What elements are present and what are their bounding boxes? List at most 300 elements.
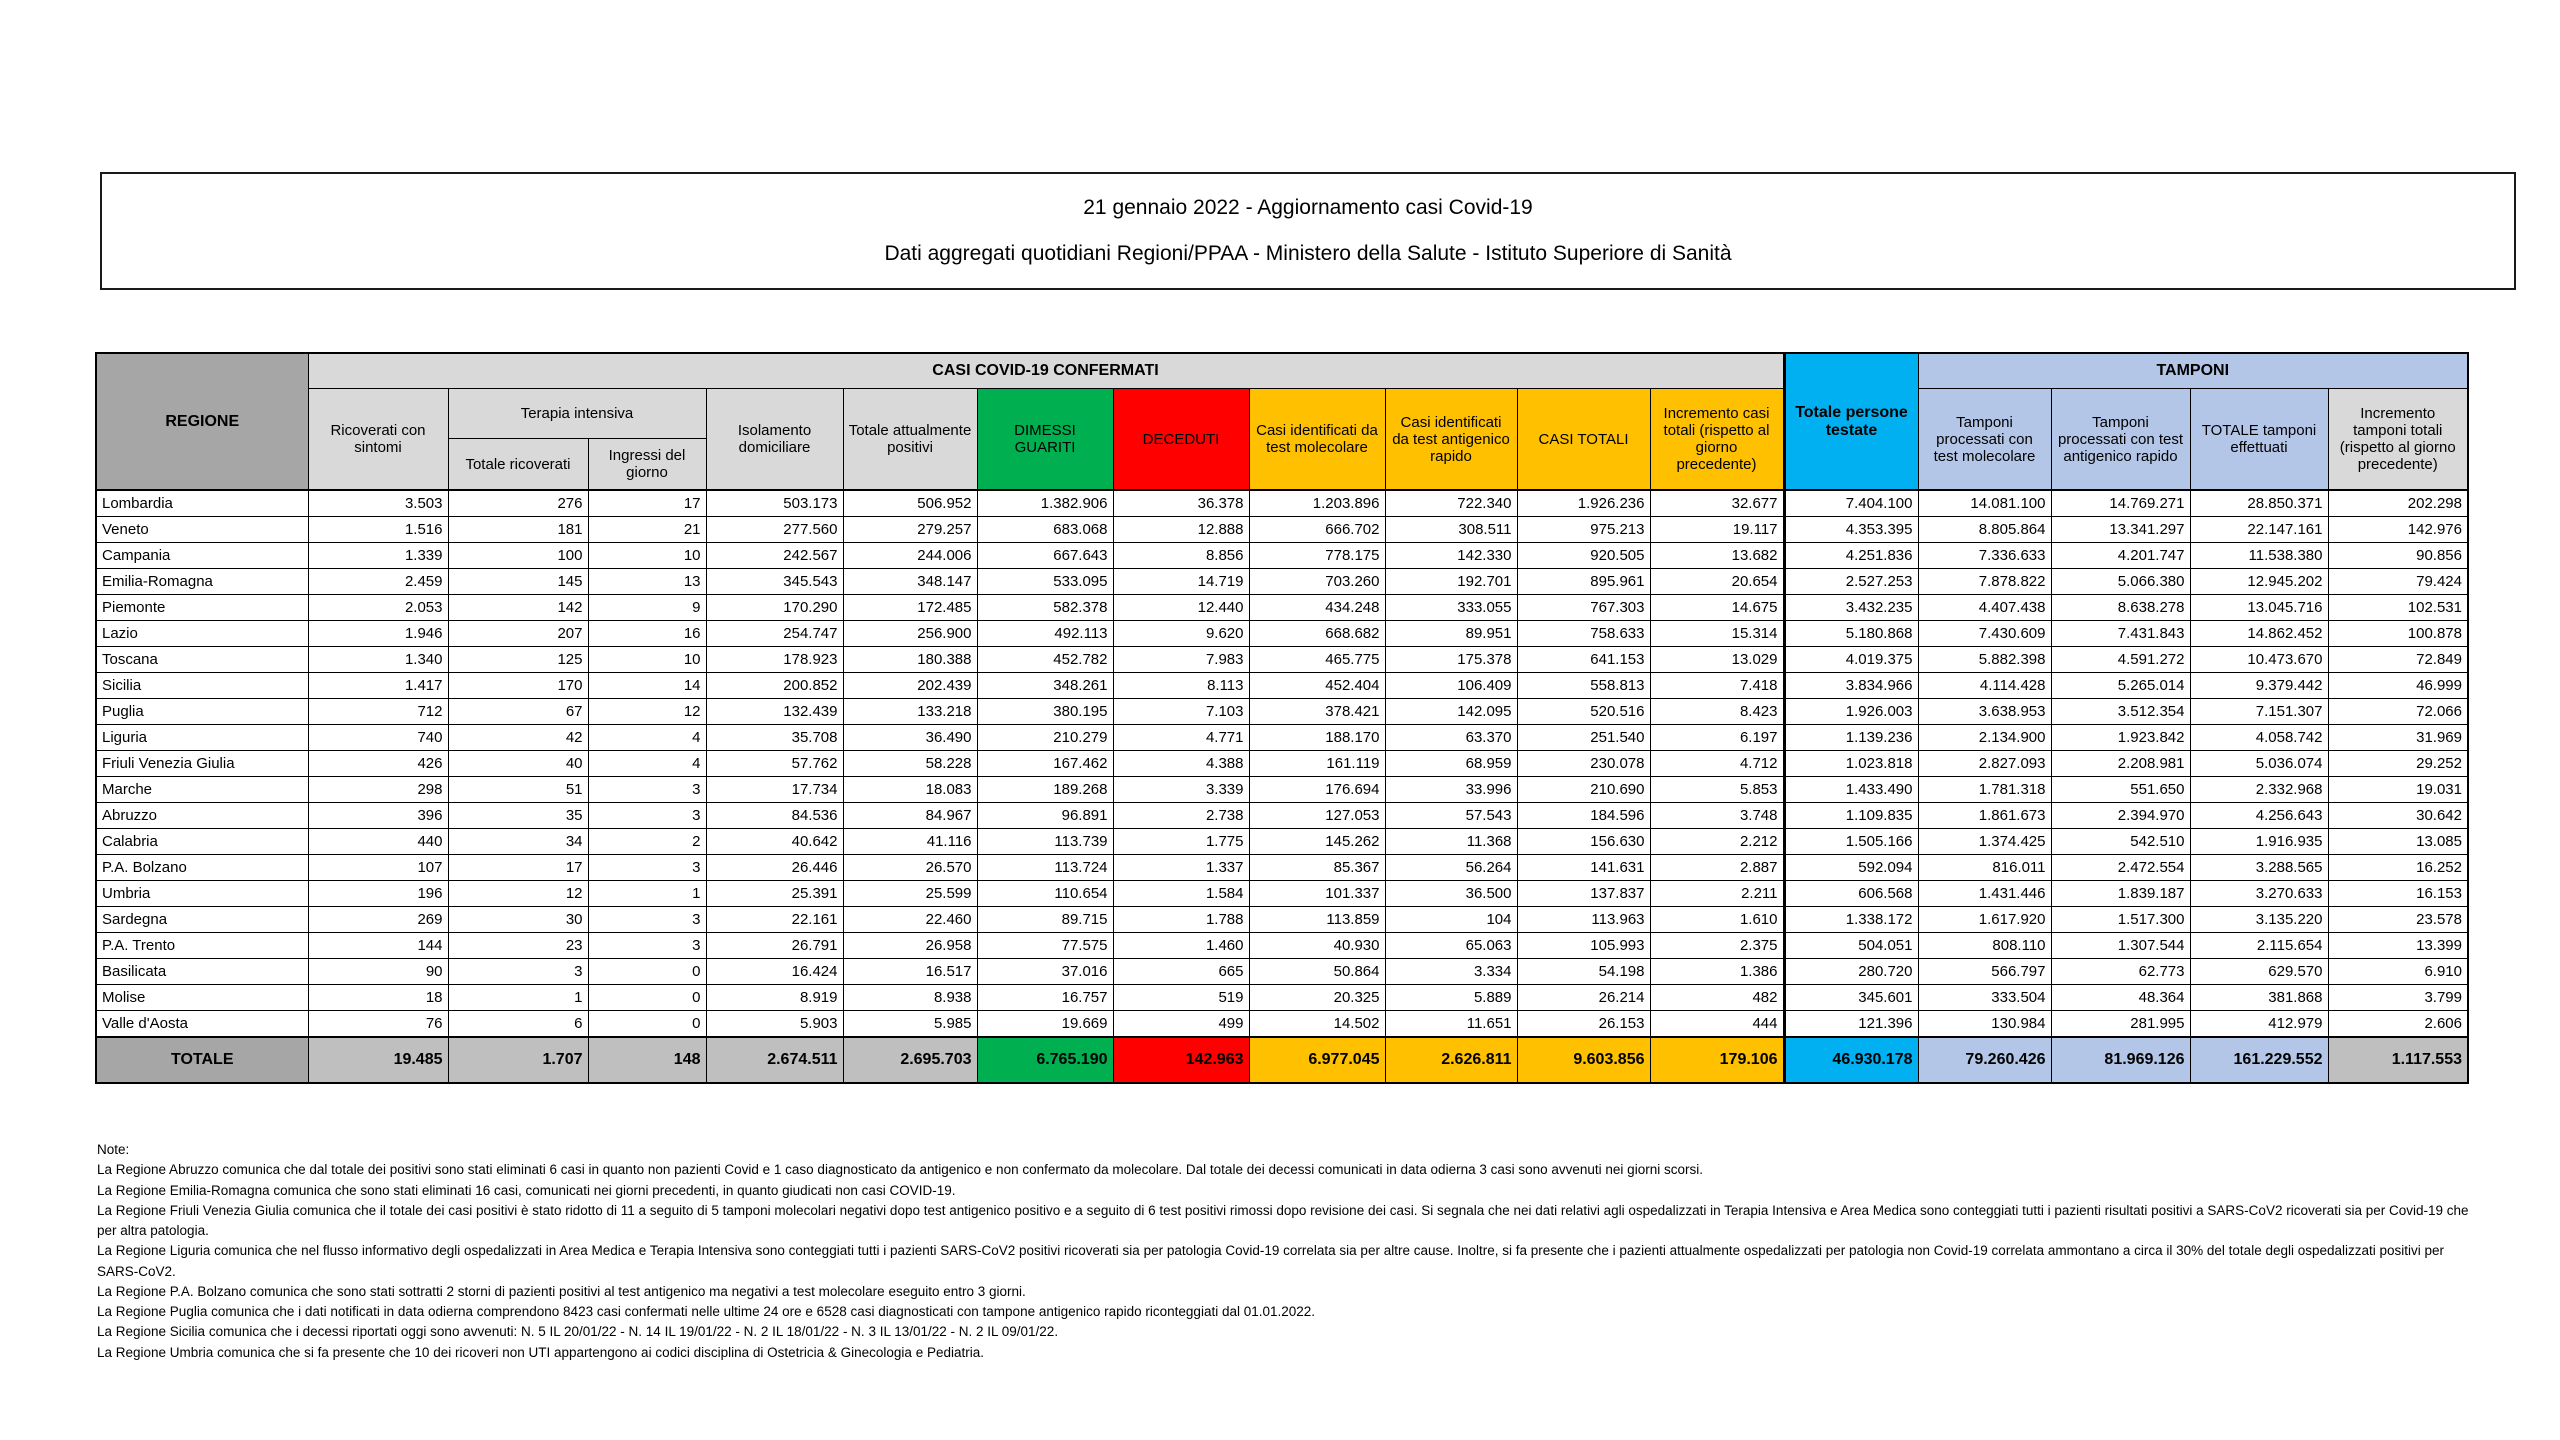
value-cell: 1.431.446 — [1918, 881, 2051, 907]
value-cell: 3.432.235 — [1784, 595, 1918, 621]
value-cell: 17.734 — [706, 777, 843, 803]
value-cell: 57.762 — [706, 751, 843, 777]
value-cell: 503.173 — [706, 490, 843, 517]
value-cell: 7.983 — [1113, 647, 1249, 673]
value-cell: 504.051 — [1784, 933, 1918, 959]
header-isolamento-domiciliare: Isolamento domiciliare — [706, 389, 843, 491]
value-cell: 5.066.380 — [2051, 569, 2190, 595]
value-cell: 67 — [448, 699, 588, 725]
totale-value: 1.117.553 — [2328, 1037, 2468, 1083]
value-cell: 767.303 — [1517, 595, 1650, 621]
value-cell: 26.446 — [706, 855, 843, 881]
value-cell: 14.719 — [1113, 569, 1249, 595]
note-item: La Regione Puglia comunica che i dati notificati in data odierna comprendono 8423 casi confermati nelle ultime 24 ore e 6528 casi diagnosticati con tampone antigenico rapido riconteggiati dal 01.01.2022. — [97, 1304, 1316, 1319]
totale-value: 1.707 — [448, 1037, 588, 1083]
note-item: La Regione Liguria comunica che nel flusso informativo degli ospedalizzati in Area Medica e Terapia Intensiva sono conteggiati tutti i pazienti SARS-CoV2 positivi ricoverati sia per patologia Covid-19 correlata sia per altre cause. Inoltre, si fa presente che i pazienti attualmente ospedalizzati per patologia non Covid-19 correlata ammontano a circa il 30% del totale degli ospedalizzati positivi per SARS-CoV2. — [97, 1243, 2445, 1279]
value-cell: 12.945.202 — [2190, 569, 2328, 595]
value-cell: 5.882.398 — [1918, 647, 2051, 673]
value-cell: 4.388 — [1113, 751, 1249, 777]
value-cell: 210.279 — [977, 725, 1113, 751]
value-cell: 3 — [588, 855, 706, 881]
value-cell: 7.103 — [1113, 699, 1249, 725]
value-cell: 566.797 — [1918, 959, 2051, 985]
value-cell: 254.747 — [706, 621, 843, 647]
table-row — [96, 517, 2468, 543]
value-cell: 202.439 — [843, 673, 977, 699]
value-cell: 452.782 — [977, 647, 1113, 673]
value-cell: 683.068 — [977, 517, 1113, 543]
value-cell: 4.201.747 — [2051, 543, 2190, 569]
value-cell: 144 — [308, 933, 448, 959]
region-name: Friuli Venezia Giulia — [96, 751, 308, 777]
value-cell: 778.175 — [1249, 543, 1385, 569]
value-cell: 3.270.633 — [2190, 881, 2328, 907]
header-totale-ricoverati: Totale ricoverati — [448, 439, 588, 490]
note-item: La Regione P.A. Bolzano comunica che sono stati sottratti 2 storni di pazienti positivi al test antigenico ma negativi a test molecolare eseguito entro 3 giorni. — [97, 1283, 1026, 1299]
value-cell: 145 — [448, 569, 588, 595]
value-cell: 56.264 — [1385, 855, 1517, 881]
value-cell: 1.584 — [1113, 881, 1249, 907]
value-cell: 23.578 — [2328, 907, 2468, 933]
region-name: Lombardia — [96, 490, 308, 517]
value-cell: 180.388 — [843, 647, 977, 673]
value-cell: 8.113 — [1113, 673, 1249, 699]
value-cell: 758.633 — [1517, 621, 1650, 647]
value-cell: 2.134.900 — [1918, 725, 2051, 751]
value-cell: 1.916.935 — [2190, 829, 2328, 855]
totale-value: 161.229.552 — [2190, 1037, 2328, 1083]
value-cell: 62.773 — [2051, 959, 2190, 985]
totale-value: 148 — [588, 1037, 706, 1083]
value-cell: 23 — [448, 933, 588, 959]
value-cell: 7.418 — [1650, 673, 1784, 699]
value-cell: 30 — [448, 907, 588, 933]
value-cell: 48.364 — [2051, 985, 2190, 1011]
value-cell: 37.016 — [977, 959, 1113, 985]
value-cell: 230.078 — [1517, 751, 1650, 777]
value-cell: 1.203.896 — [1249, 490, 1385, 517]
value-cell: 2.211 — [1650, 881, 1784, 907]
value-cell: 0 — [588, 985, 706, 1011]
value-cell: 281.995 — [2051, 1011, 2190, 1038]
value-cell: 1.923.842 — [2051, 725, 2190, 751]
value-cell: 22.161 — [706, 907, 843, 933]
value-cell: 65.063 — [1385, 933, 1517, 959]
value-cell: 629.570 — [2190, 959, 2328, 985]
value-cell: 4 — [588, 725, 706, 751]
region-name: Toscana — [96, 647, 308, 673]
value-cell: 5.889 — [1385, 985, 1517, 1011]
value-cell: 269 — [308, 907, 448, 933]
table-row — [96, 985, 2468, 1011]
note-item: La Regione Friuli Venezia Giulia comunica che il totale dei casi positivi è stato ridotto di 11 a seguito di 5 tamponi molecolari negativi dopo test antigenico positivo e a seguito di 6 test positivi rimossi dopo revisione dei casi. Si segnala che nei dati relativi agli ospedalizzati in Terapia Intensiva e Area Medica sono conteggiati tutti i pazienti risultati positivi a SARS-CoV2 ricoverati sia per Covid-19 che per altra patologia. — [97, 1202, 2469, 1238]
value-cell: 4.058.742 — [2190, 725, 2328, 751]
value-cell: 3.334 — [1385, 959, 1517, 985]
value-cell: 210.690 — [1517, 777, 1650, 803]
value-cell: 106.409 — [1385, 673, 1517, 699]
header-deceduti: DECEDUTI — [1113, 389, 1249, 491]
value-cell: 975.213 — [1517, 517, 1650, 543]
table-row — [96, 777, 2468, 803]
value-cell: 105.993 — [1517, 933, 1650, 959]
value-cell: 2.527.253 — [1784, 569, 1918, 595]
value-cell: 172.485 — [843, 595, 977, 621]
value-cell: 36.500 — [1385, 881, 1517, 907]
value-cell: 4.114.428 — [1918, 673, 2051, 699]
region-name: Abruzzo — [96, 803, 308, 829]
value-cell: 8.919 — [706, 985, 843, 1011]
table-row — [96, 907, 2468, 933]
value-cell: 333.504 — [1918, 985, 2051, 1011]
value-cell: 8.856 — [1113, 543, 1249, 569]
region-name: Lazio — [96, 621, 308, 647]
value-cell: 41.116 — [843, 829, 977, 855]
value-cell: 142.330 — [1385, 543, 1517, 569]
value-cell: 14.502 — [1249, 1011, 1385, 1038]
value-cell: 36.490 — [843, 725, 977, 751]
table-header — [96, 353, 2468, 490]
value-cell: 533.095 — [977, 569, 1113, 595]
value-cell: 72.066 — [2328, 699, 2468, 725]
value-cell: 1.610 — [1650, 907, 1784, 933]
value-cell: 51 — [448, 777, 588, 803]
totale-value: 2.695.703 — [843, 1037, 977, 1083]
value-cell: 3.638.953 — [1918, 699, 2051, 725]
value-cell: 33.996 — [1385, 777, 1517, 803]
value-cell: 2.115.654 — [2190, 933, 2328, 959]
value-cell: 345.543 — [706, 569, 843, 595]
value-cell: 200.852 — [706, 673, 843, 699]
value-cell: 113.859 — [1249, 907, 1385, 933]
value-cell: 452.404 — [1249, 673, 1385, 699]
value-cell: 184.596 — [1517, 803, 1650, 829]
value-cell: 2.394.970 — [2051, 803, 2190, 829]
value-cell: 1.307.544 — [2051, 933, 2190, 959]
value-cell: 5.985 — [843, 1011, 977, 1038]
value-cell: 50.864 — [1249, 959, 1385, 985]
note-item: La Regione Sicilia comunica che i decessi riportati oggi sono avvenuti: N. 5 IL 20/01/22 - N. 14 IL 19/01/22 - N. 2 IL 18/01/22 - N. 3 IL 13/01/22 - N. 2 IL 09/01/22. — [97, 1324, 1059, 1340]
value-cell: 189.268 — [977, 777, 1113, 803]
value-cell: 2.459 — [308, 569, 448, 595]
value-cell: 606.568 — [1784, 881, 1918, 907]
value-cell: 9.379.442 — [2190, 673, 2328, 699]
value-cell: 3.503 — [308, 490, 448, 517]
value-cell: 161.119 — [1249, 751, 1385, 777]
value-cell: 0 — [588, 1011, 706, 1038]
value-cell: 113.963 — [1517, 907, 1650, 933]
value-cell: 3.288.565 — [2190, 855, 2328, 881]
totale-value: 179.106 — [1650, 1037, 1784, 1083]
value-cell: 17 — [588, 490, 706, 517]
value-cell: 2.375 — [1650, 933, 1784, 959]
value-cell: 12 — [588, 699, 706, 725]
region-name: Piemonte — [96, 595, 308, 621]
value-cell: 5.903 — [706, 1011, 843, 1038]
header-casi-test-molecolare: Casi identificati da test molecolare — [1249, 389, 1385, 491]
region-name: Emilia-Romagna — [96, 569, 308, 595]
header-tamponi-molecolare: Tamponi processati con test molecolare — [1918, 389, 2051, 491]
value-cell: 132.439 — [706, 699, 843, 725]
value-cell: 3 — [448, 959, 588, 985]
value-cell: 3 — [588, 803, 706, 829]
value-cell: 58.228 — [843, 751, 977, 777]
value-cell: 22.460 — [843, 907, 977, 933]
value-cell: 665 — [1113, 959, 1249, 985]
value-cell: 207 — [448, 621, 588, 647]
value-cell: 520.516 — [1517, 699, 1650, 725]
region-name: Campania — [96, 543, 308, 569]
value-cell: 4.712 — [1650, 751, 1784, 777]
totale-value: 19.485 — [308, 1037, 448, 1083]
table-row — [96, 855, 2468, 881]
value-cell: 26.791 — [706, 933, 843, 959]
totale-value: 81.969.126 — [2051, 1037, 2190, 1083]
value-cell: 110.654 — [977, 881, 1113, 907]
value-cell: 256.900 — [843, 621, 977, 647]
value-cell: 30.642 — [2328, 803, 2468, 829]
value-cell: 14 — [588, 673, 706, 699]
table-row — [96, 725, 2468, 751]
value-cell: 26.958 — [843, 933, 977, 959]
value-cell: 1.417 — [308, 673, 448, 699]
value-cell: 4 — [588, 751, 706, 777]
value-cell: 3 — [588, 907, 706, 933]
header-ricoverati-con-sintomi: Ricoverati con sintomi — [308, 389, 448, 491]
totale-value: 2.674.511 — [706, 1037, 843, 1083]
value-cell: 1.788 — [1113, 907, 1249, 933]
value-cell: 16.153 — [2328, 881, 2468, 907]
value-cell: 426 — [308, 751, 448, 777]
value-cell: 722.340 — [1385, 490, 1517, 517]
value-cell: 11.651 — [1385, 1011, 1517, 1038]
value-cell: 127.053 — [1249, 803, 1385, 829]
value-cell: 16.757 — [977, 985, 1113, 1011]
value-cell: 76 — [308, 1011, 448, 1038]
value-cell: 808.110 — [1918, 933, 2051, 959]
value-cell: 1 — [448, 985, 588, 1011]
value-cell: 348.147 — [843, 569, 977, 595]
value-cell: 101.337 — [1249, 881, 1385, 907]
value-cell: 77.575 — [977, 933, 1113, 959]
value-cell: 4.353.395 — [1784, 517, 1918, 543]
table-row — [96, 751, 2468, 777]
value-cell: 145.262 — [1249, 829, 1385, 855]
value-cell: 251.540 — [1517, 725, 1650, 751]
value-cell: 1.926.003 — [1784, 699, 1918, 725]
value-cell: 167.462 — [977, 751, 1113, 777]
value-cell: 3.339 — [1113, 777, 1249, 803]
value-cell: 1.433.490 — [1784, 777, 1918, 803]
header-incremento-tamponi: Incremento tamponi totali (rispetto al giorno precedente) — [2328, 389, 2468, 491]
value-cell: 440 — [308, 829, 448, 855]
value-cell: 592.094 — [1784, 855, 1918, 881]
value-cell: 46.999 — [2328, 673, 2468, 699]
value-cell: 0 — [588, 959, 706, 985]
report-title-box — [100, 172, 2516, 290]
value-cell: 113.739 — [977, 829, 1113, 855]
value-cell: 25.599 — [843, 881, 977, 907]
value-cell: 16.517 — [843, 959, 977, 985]
value-cell: 7.430.609 — [1918, 621, 2051, 647]
value-cell: 434.248 — [1249, 595, 1385, 621]
value-cell: 14.862.452 — [2190, 621, 2328, 647]
value-cell: 396 — [308, 803, 448, 829]
header-totale-attualmente-positivi: Totale attualmente positivi — [843, 389, 977, 491]
value-cell: 19.117 — [1650, 517, 1784, 543]
value-cell: 2.472.554 — [2051, 855, 2190, 881]
table-row — [96, 881, 2468, 907]
region-name: P.A. Bolzano — [96, 855, 308, 881]
value-cell: 96.891 — [977, 803, 1113, 829]
value-cell: 1.386 — [1650, 959, 1784, 985]
value-cell: 89.715 — [977, 907, 1113, 933]
value-cell: 3.799 — [2328, 985, 2468, 1011]
covid-data-table — [95, 352, 2469, 1084]
header-dimessi-guariti: DIMESSI GUARITI — [977, 389, 1113, 491]
value-cell: 26.153 — [1517, 1011, 1650, 1038]
value-cell: 133.218 — [843, 699, 977, 725]
region-name: Umbria — [96, 881, 308, 907]
table-row — [96, 933, 2468, 959]
value-cell: 8.638.278 — [2051, 595, 2190, 621]
value-cell: 551.650 — [2051, 777, 2190, 803]
value-cell: 444 — [1650, 1011, 1784, 1038]
value-cell: 16 — [588, 621, 706, 647]
value-cell: 19.669 — [977, 1011, 1113, 1038]
header-casi-totali: CASI TOTALI — [1517, 389, 1650, 491]
value-cell: 667.643 — [977, 543, 1113, 569]
value-cell: 178.923 — [706, 647, 843, 673]
table-row — [96, 959, 2468, 985]
value-cell: 280.720 — [1784, 959, 1918, 985]
value-cell: 42 — [448, 725, 588, 751]
value-cell: 14.675 — [1650, 595, 1784, 621]
value-cell: 113.724 — [977, 855, 1113, 881]
value-cell: 35.708 — [706, 725, 843, 751]
header-tamponi-antigenico: Tamponi processati con test antigenico rapido — [2051, 389, 2190, 491]
totale-value: 9.603.856 — [1517, 1037, 1650, 1083]
totale-value: 79.260.426 — [1918, 1037, 2051, 1083]
value-cell: 2.053 — [308, 595, 448, 621]
value-cell: 16.252 — [2328, 855, 2468, 881]
value-cell: 3 — [588, 777, 706, 803]
header-regione: REGIONE — [96, 353, 308, 490]
value-cell: 89.951 — [1385, 621, 1517, 647]
value-cell: 668.682 — [1249, 621, 1385, 647]
value-cell: 2.738 — [1113, 803, 1249, 829]
value-cell: 7.336.633 — [1918, 543, 2051, 569]
value-cell: 18 — [308, 985, 448, 1011]
value-cell: 2.887 — [1650, 855, 1784, 881]
value-cell: 13.045.716 — [2190, 595, 2328, 621]
value-cell: 10 — [588, 543, 706, 569]
header-tamponi: TAMPONI — [1918, 353, 2468, 389]
value-cell: 1.382.906 — [977, 490, 1113, 517]
value-cell: 202.298 — [2328, 490, 2468, 517]
value-cell: 13.682 — [1650, 543, 1784, 569]
table-row — [96, 829, 2468, 855]
value-cell: 175.378 — [1385, 647, 1517, 673]
region-name: Valle d'Aosta — [96, 1011, 308, 1038]
value-cell: 465.775 — [1249, 647, 1385, 673]
value-cell: 6.910 — [2328, 959, 2468, 985]
table-row — [96, 803, 2468, 829]
value-cell: 79.424 — [2328, 569, 2468, 595]
header-ingressi-del-giorno: Ingressi del giorno — [588, 439, 706, 490]
value-cell: 1.517.300 — [2051, 907, 2190, 933]
value-cell: 102.531 — [2328, 595, 2468, 621]
value-cell: 35 — [448, 803, 588, 829]
header-totale-tamponi: TOTALE tamponi effettuati — [2190, 389, 2328, 491]
value-cell: 298 — [308, 777, 448, 803]
value-cell: 7.151.307 — [2190, 699, 2328, 725]
value-cell: 1.023.818 — [1784, 751, 1918, 777]
table-row — [96, 647, 2468, 673]
value-cell: 542.510 — [2051, 829, 2190, 855]
value-cell: 104 — [1385, 907, 1517, 933]
value-cell: 100 — [448, 543, 588, 569]
value-cell: 90 — [308, 959, 448, 985]
region-name: Calabria — [96, 829, 308, 855]
value-cell: 4.251.836 — [1784, 543, 1918, 569]
header-terapia-intensiva: Terapia intensiva — [448, 389, 706, 439]
table-row — [96, 621, 2468, 647]
value-cell: 181 — [448, 517, 588, 543]
table-row — [96, 1011, 2468, 1038]
value-cell: 9.620 — [1113, 621, 1249, 647]
value-cell: 1.617.920 — [1918, 907, 2051, 933]
value-cell: 156.630 — [1517, 829, 1650, 855]
value-cell: 29.252 — [2328, 751, 2468, 777]
table-row — [96, 699, 2468, 725]
value-cell: 242.567 — [706, 543, 843, 569]
table-row — [96, 543, 2468, 569]
note-item: La Regione Abruzzo comunica che dal totale dei positivi sono stati eliminati 6 casi in quanto non pazienti Covid e 1 caso diagnosticato da antigenico e non confermato da molecolare. Dal totale dei decessi comunicati in data odierna 3 casi sono avvenuti nei giorni scorsi. — [97, 1162, 1703, 1178]
value-cell: 20.654 — [1650, 569, 1784, 595]
value-cell: 100.878 — [2328, 621, 2468, 647]
value-cell: 40.930 — [1249, 933, 1385, 959]
value-cell: 3 — [588, 933, 706, 959]
value-cell: 5.036.074 — [2190, 751, 2328, 777]
value-cell: 1.516 — [308, 517, 448, 543]
value-cell: 895.961 — [1517, 569, 1650, 595]
value-cell: 3.512.354 — [2051, 699, 2190, 725]
value-cell: 276 — [448, 490, 588, 517]
value-cell: 22.147.161 — [2190, 517, 2328, 543]
value-cell: 380.195 — [977, 699, 1113, 725]
value-cell: 63.370 — [1385, 725, 1517, 751]
value-cell: 2.212 — [1650, 829, 1784, 855]
value-cell: 1.374.425 — [1918, 829, 2051, 855]
value-cell: 192.701 — [1385, 569, 1517, 595]
report-title: 21 gennaio 2022 - Aggiornamento casi Covid-19 — [1083, 196, 1533, 219]
value-cell: 142.095 — [1385, 699, 1517, 725]
value-cell: 14.081.100 — [1918, 490, 2051, 517]
table-row — [96, 673, 2468, 699]
value-cell: 17 — [448, 855, 588, 881]
value-cell: 125 — [448, 647, 588, 673]
value-cell: 4.019.375 — [1784, 647, 1918, 673]
value-cell: 40.642 — [706, 829, 843, 855]
table-row — [96, 595, 2468, 621]
value-cell: 5.853 — [1650, 777, 1784, 803]
region-name: P.A. Trento — [96, 933, 308, 959]
value-cell: 1.775 — [1113, 829, 1249, 855]
value-cell: 1 — [588, 881, 706, 907]
value-cell: 345.601 — [1784, 985, 1918, 1011]
value-cell: 2 — [588, 829, 706, 855]
value-cell: 84.967 — [843, 803, 977, 829]
